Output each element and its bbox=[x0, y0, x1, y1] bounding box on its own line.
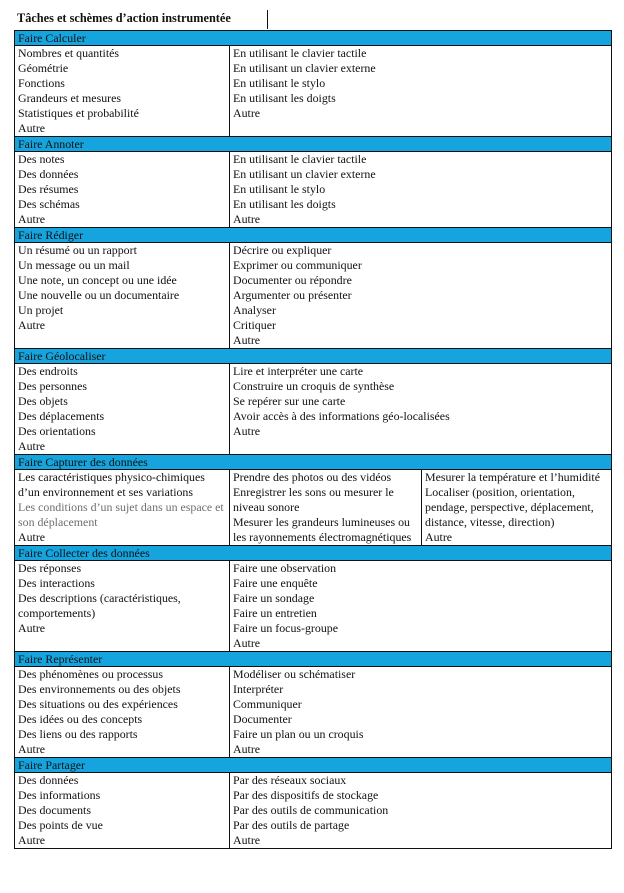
section-body bbox=[15, 470, 611, 545]
actions-column bbox=[229, 46, 611, 136]
section-annoter bbox=[14, 137, 612, 228]
action-item: Faire un sondage bbox=[233, 591, 315, 605]
actions-column bbox=[229, 667, 611, 757]
topic-item: Un message ou un mail bbox=[18, 258, 130, 272]
topic-item: Nombres et quantités bbox=[18, 46, 120, 60]
actions-column bbox=[229, 364, 611, 454]
topic-item: Des orientations bbox=[18, 424, 96, 438]
action-item: Communiquer bbox=[233, 697, 302, 711]
section-body bbox=[15, 667, 611, 757]
section-header: Faire Capturer des données bbox=[15, 455, 611, 470]
action-item: Construire un croquis de synthèse bbox=[233, 379, 395, 393]
actions-column bbox=[229, 773, 611, 848]
topic-item: Des réponses bbox=[18, 561, 82, 575]
section-header: Faire Partager bbox=[15, 758, 611, 773]
topic-item: Une nouvelle ou un documentaire bbox=[18, 288, 180, 302]
section-body bbox=[15, 46, 611, 136]
actions-column bbox=[229, 243, 611, 348]
topic-item: Autre bbox=[18, 318, 46, 332]
actions-column bbox=[229, 561, 611, 651]
action-item: En utilisant le stylo bbox=[233, 76, 326, 90]
topic-item: Autre bbox=[18, 833, 46, 847]
action-item: Autre bbox=[233, 636, 261, 650]
topic-item: Les conditions d’un sujet dans un espace et son déplacement bbox=[18, 500, 224, 529]
action-item: Analyser bbox=[233, 303, 276, 317]
topic-item: Autre bbox=[18, 742, 46, 756]
topic-item: Autre bbox=[18, 621, 46, 635]
topic-item: Autre bbox=[18, 530, 46, 544]
action-item: Interpréter bbox=[233, 682, 284, 696]
action-item: Par des réseaux sociaux bbox=[233, 773, 347, 787]
section-representer bbox=[14, 652, 612, 758]
topics-column bbox=[15, 561, 229, 651]
action-item: Autre bbox=[233, 424, 261, 438]
topic-item: Un projet bbox=[18, 303, 64, 317]
topic-item: Les caractéristiques physico-chimiques d’un environnement et ses variations bbox=[18, 470, 205, 499]
topic-item: Des personnes bbox=[18, 379, 88, 393]
action-item: Documenter bbox=[233, 712, 292, 726]
section-partager bbox=[14, 758, 612, 849]
action-item: Documenter ou répondre bbox=[233, 273, 352, 287]
topic-item: Des endroits bbox=[18, 364, 78, 378]
action-item: Modéliser ou schématiser bbox=[233, 667, 356, 681]
section-geolocaliser bbox=[14, 349, 612, 455]
topics-column bbox=[15, 667, 229, 757]
action-item: Décrire ou expliquer bbox=[233, 243, 332, 257]
action-item: Autre bbox=[233, 833, 261, 847]
topic-item: Autre bbox=[18, 439, 46, 453]
action-item: Faire un focus-groupe bbox=[233, 621, 339, 635]
topic-item: Statistiques et probabilité bbox=[18, 106, 139, 120]
section-capturer bbox=[14, 455, 612, 546]
topic-item: Des données bbox=[18, 773, 79, 787]
section-header: Faire Annoter bbox=[15, 137, 611, 152]
action-item: Mesurer la température et l’humidité bbox=[425, 470, 600, 484]
topics-column bbox=[15, 364, 229, 454]
section-collecter bbox=[14, 546, 612, 652]
action-item: Se repérer sur une carte bbox=[233, 394, 346, 408]
section-header: Faire Collecter des données bbox=[15, 546, 611, 561]
action-item: En utilisant le clavier tactile bbox=[233, 152, 367, 166]
measurements-column bbox=[421, 470, 611, 545]
action-item: En utilisant les doigts bbox=[233, 91, 336, 105]
topic-item: Des interactions bbox=[18, 576, 95, 590]
document-title: Tâches et schèmes d’action instrumentée bbox=[17, 11, 231, 25]
topic-item: Des résumes bbox=[18, 182, 79, 196]
action-item: Lire et interpréter une carte bbox=[233, 364, 364, 378]
topics-column bbox=[15, 46, 229, 136]
section-rediger bbox=[14, 228, 612, 349]
topic-item: Des idées ou des concepts bbox=[18, 712, 143, 726]
topic-item: Fonctions bbox=[18, 76, 65, 90]
topic-item: Des informations bbox=[18, 788, 101, 802]
topic-item: Des objets bbox=[18, 394, 68, 408]
action-item: En utilisant le clavier tactile bbox=[233, 46, 367, 60]
action-item: Prendre des photos ou des vidéos bbox=[233, 470, 392, 484]
action-item: Critiquer bbox=[233, 318, 276, 332]
action-item: Faire une observation bbox=[233, 561, 337, 575]
section-body bbox=[15, 152, 611, 227]
topic-item: Géométrie bbox=[18, 61, 69, 75]
section-body bbox=[15, 561, 611, 651]
action-item: Faire un entretien bbox=[233, 606, 317, 620]
topic-item: Autre bbox=[18, 212, 46, 226]
action-item: Enregistrer les sons ou mesurer le niveau sonore bbox=[233, 485, 394, 514]
title-row bbox=[14, 10, 612, 30]
topic-item: Des données bbox=[18, 167, 79, 181]
action-item: Faire un plan ou un croquis bbox=[233, 727, 364, 741]
action-item: Argumenter ou présenter bbox=[233, 288, 352, 302]
topic-item: Des documents bbox=[18, 803, 91, 817]
action-item: En utilisant le stylo bbox=[233, 182, 326, 196]
topic-item: Grandeurs et mesures bbox=[18, 91, 122, 105]
action-item: Autre bbox=[233, 742, 261, 756]
section-body bbox=[15, 773, 611, 848]
topics-column bbox=[15, 773, 229, 848]
action-item: Exprimer ou communiquer bbox=[233, 258, 362, 272]
topic-item: Un résumé ou un rapport bbox=[18, 243, 137, 257]
action-item: En utilisant un clavier externe bbox=[233, 167, 376, 181]
section-body bbox=[15, 243, 611, 348]
topic-item: Des notes bbox=[18, 152, 65, 166]
section-header: Faire Calculer bbox=[15, 31, 611, 46]
topic-item: Des points de vue bbox=[18, 818, 103, 832]
action-item: En utilisant un clavier externe bbox=[233, 61, 376, 75]
topic-item: Des phénomènes ou processus bbox=[18, 667, 163, 681]
title-divider bbox=[267, 10, 268, 29]
topic-item: Autre bbox=[18, 121, 46, 135]
section-header: Faire Géolocaliser bbox=[15, 349, 611, 364]
action-item: Faire une enquête bbox=[233, 576, 318, 590]
action-item: Autre bbox=[233, 212, 261, 226]
action-item: Autre bbox=[233, 333, 261, 347]
topic-item: Des schémas bbox=[18, 197, 80, 211]
section-header: Faire Représenter bbox=[15, 652, 611, 667]
action-item: Par des outils de communication bbox=[233, 803, 389, 817]
action-item: Par des dispositifs de stockage bbox=[233, 788, 379, 802]
topics-column bbox=[15, 152, 229, 227]
topic-item: Des liens ou des rapports bbox=[18, 727, 138, 741]
action-item: Mesurer les grandeurs lumineuses ou les rayonnements électromagnétiques bbox=[233, 515, 412, 544]
task-table bbox=[14, 10, 612, 849]
topic-item: Des situations ou des expériences bbox=[18, 697, 178, 711]
section-header: Faire Rédiger bbox=[15, 228, 611, 243]
topic-item: Une note, un concept ou une idée bbox=[18, 273, 177, 287]
action-item: En utilisant les doigts bbox=[233, 197, 336, 211]
action-item: Avoir accès à des informations géo-localisées bbox=[233, 409, 450, 423]
topics-column bbox=[15, 470, 229, 545]
action-item: Localiser (position, orientation, pendage, perspective, déplacement, distance, vitesse, direction) bbox=[425, 485, 594, 529]
action-item: Autre bbox=[233, 106, 261, 120]
topic-item: Des descriptions (caractéristiques, comportements) bbox=[18, 591, 181, 620]
topics-column bbox=[15, 243, 229, 348]
action-item: Par des outils de partage bbox=[233, 818, 350, 832]
topic-item: Des déplacements bbox=[18, 409, 105, 423]
topic-item: Des environnements ou des objets bbox=[18, 682, 181, 696]
actions-column bbox=[229, 152, 611, 227]
section-calculer bbox=[14, 30, 612, 137]
section-body bbox=[15, 364, 611, 454]
capture-methods-column bbox=[229, 470, 421, 545]
action-item: Autre bbox=[425, 530, 453, 544]
